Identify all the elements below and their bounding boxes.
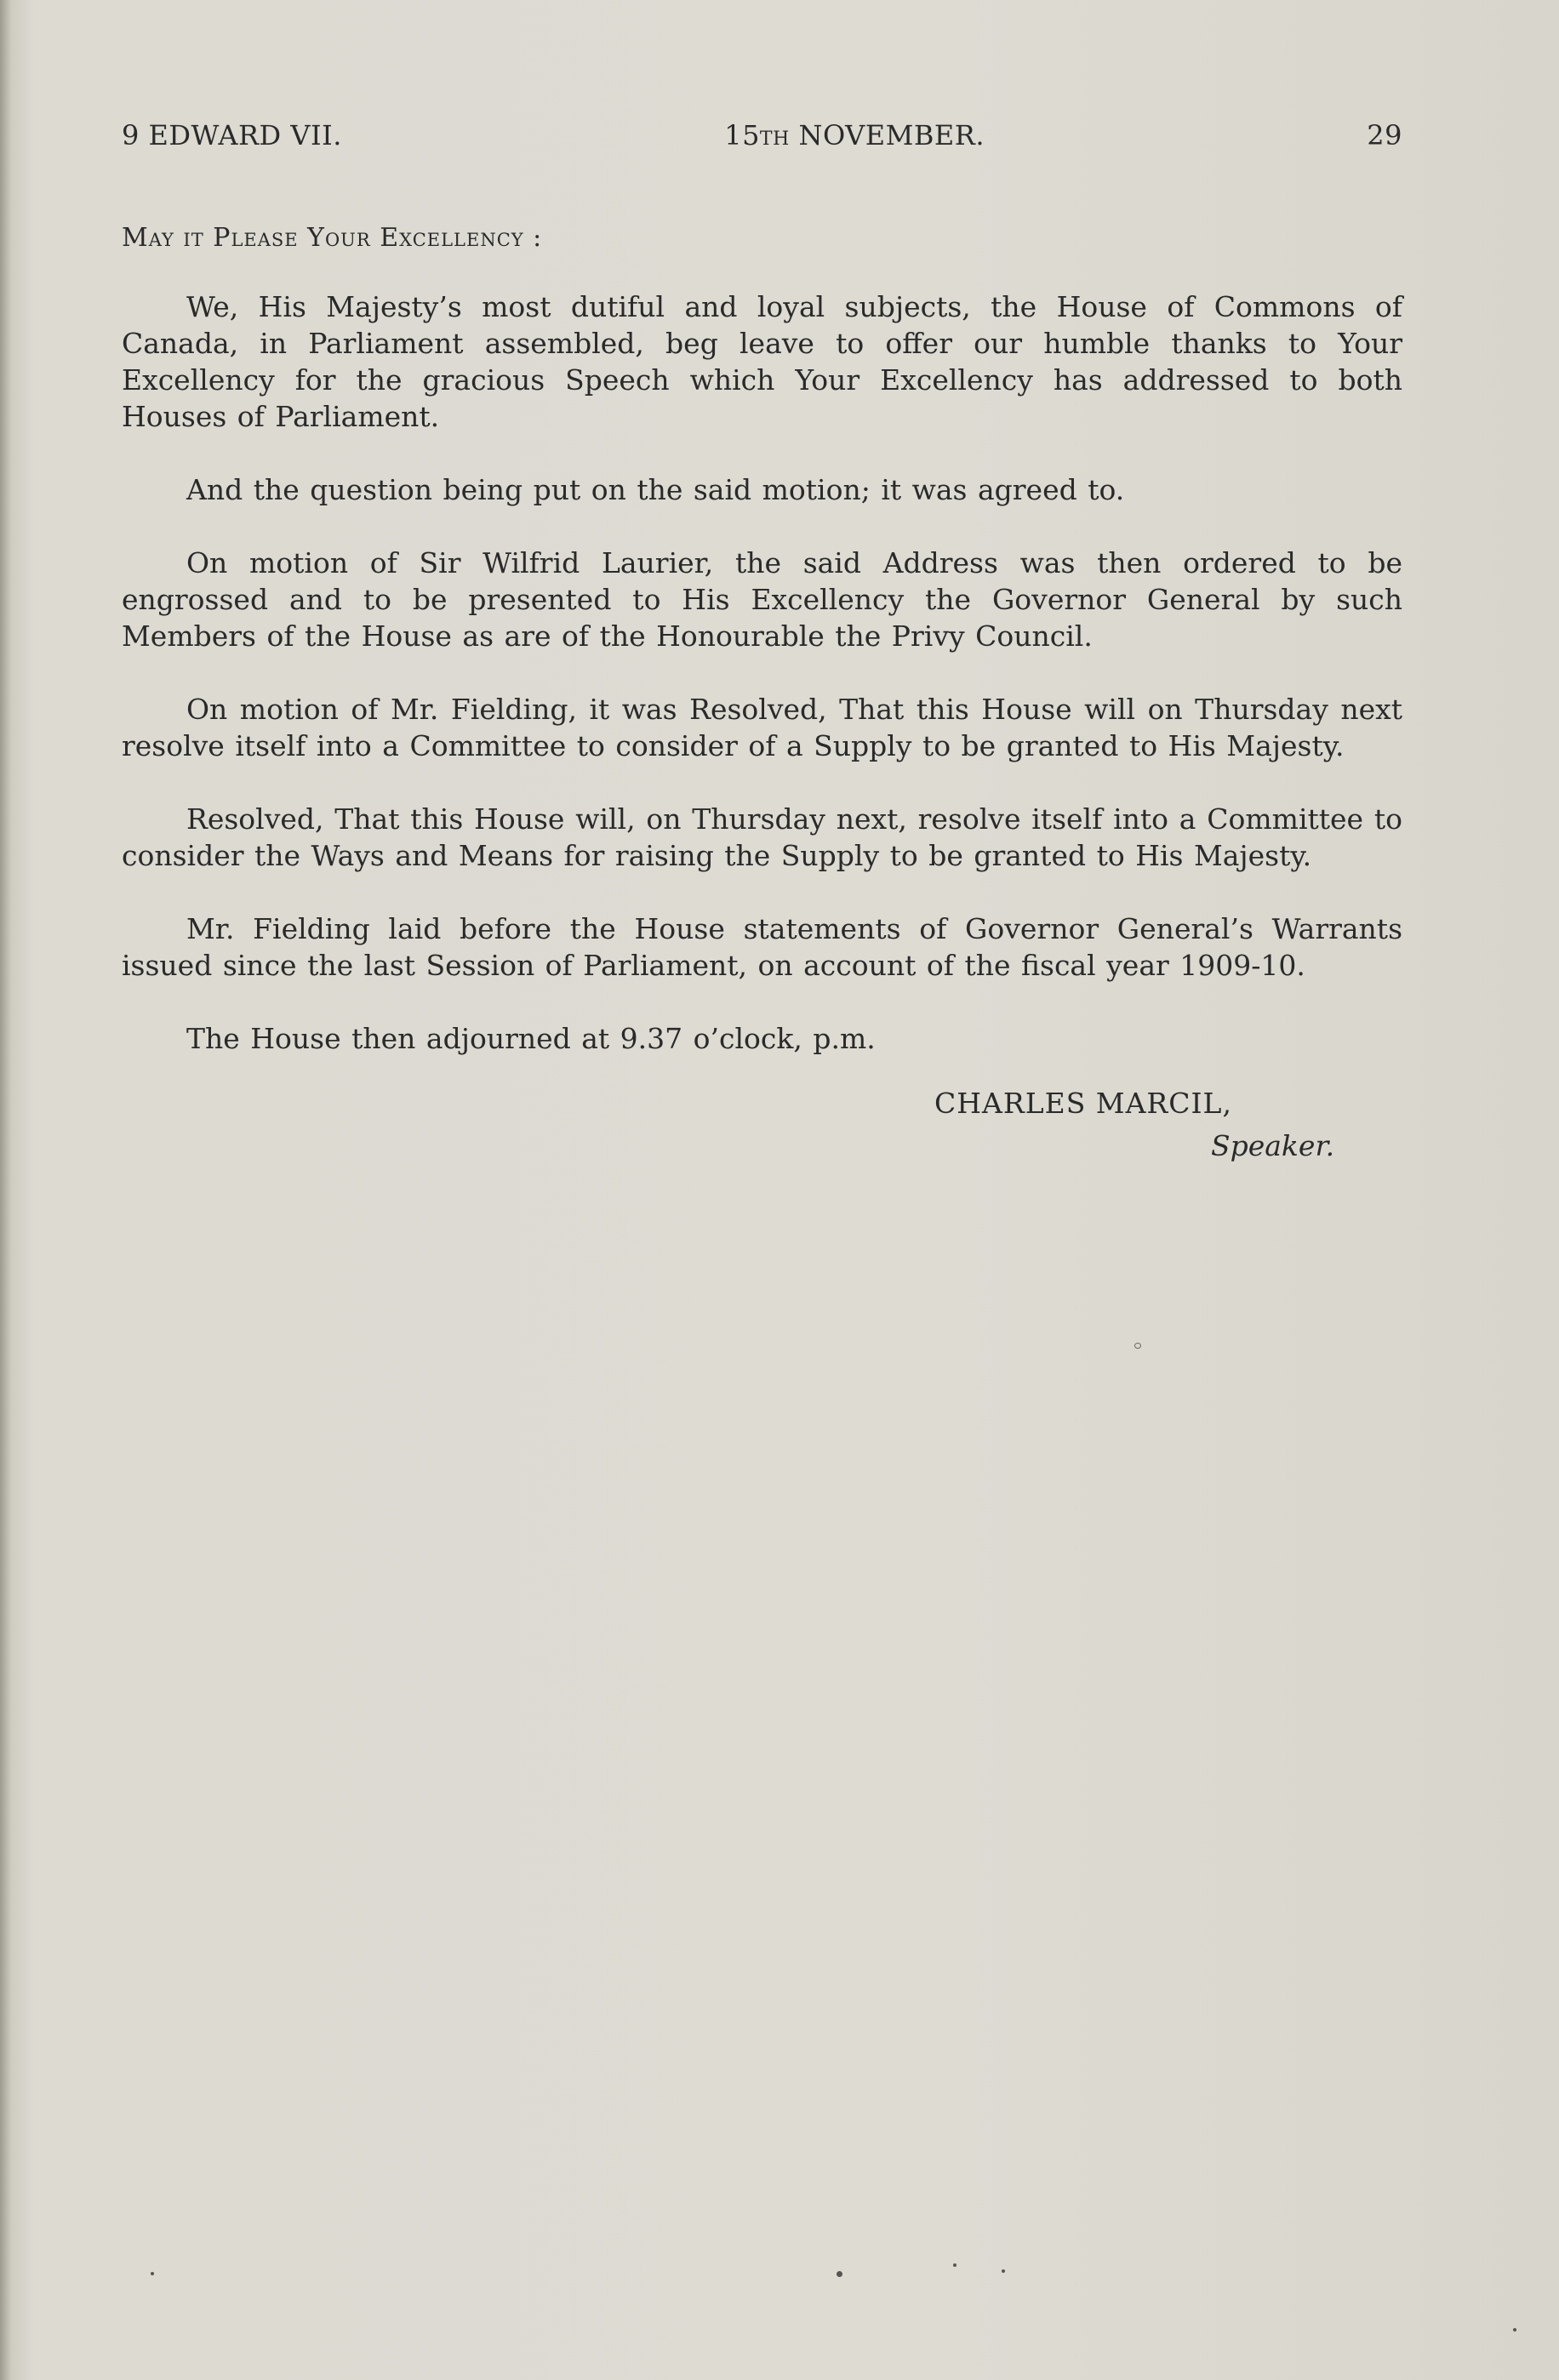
page-number: 29 <box>1367 119 1402 151</box>
signatory-name: CHARLES MARCIL, <box>934 1087 1232 1120</box>
paper-speck <box>151 2272 154 2275</box>
paper-speck <box>1002 2269 1005 2273</box>
paragraph-ways-and-means: Resolved, That this House will, on Thursday next, resolve itself into a Committee to consider the Ways and Means for raising the Supply to be granted to His Majesty. <box>122 802 1402 872</box>
paper-speck <box>1513 2328 1516 2331</box>
paragraph-address-engrossed: On motion of Sir Wilfrid Laurier, the said Address was then ordered to be engrossed and to be presented to His Excellency the Governor General by such Members of the House as are of the Honourable the Privy Council. <box>122 546 1402 653</box>
signature-block <box>122 1087 1402 1172</box>
paper-speck <box>837 2271 842 2277</box>
running-header <box>122 119 1402 170</box>
paragraph-address: We, His Majesty’s most dutiful and loyal subjects, the House of Commons of Canada, in Parliament assembled, beg leave to offer our humble thanks to Your Excellency for the gracious Speech which Your Excellency has addressed to both Houses of Parliament. <box>122 290 1402 433</box>
paragraph-adjournment: The House then adjourned at 9.37 o’clock, p.m. <box>186 1022 876 1055</box>
header-day: 15 <box>724 119 760 151</box>
paper-speck <box>1134 1343 1141 1349</box>
header-day-suffix: TH <box>759 128 790 150</box>
page-spine-shadow <box>0 0 10 2380</box>
paper-speck <box>953 2263 957 2267</box>
header-date <box>724 119 985 151</box>
paragraph-supply-committee: On motion of Mr. Fielding, it was Resolved, That this House will on Thursday next resolve itself into a Committee to consider of a Supply to be granted to His Majesty. <box>122 693 1402 762</box>
document-body <box>122 119 1402 1172</box>
signatory-title: Speaker. <box>1211 1129 1335 1162</box>
paragraph-warrants: Mr. Fielding laid before the House statements of Governor General’s Warrants issued since the last Session of Parliament, on account of the fiscal year 1909-10. <box>122 912 1402 982</box>
paragraph-question-agreed: And the question being put on the said motion; it was agreed to. <box>186 473 1125 506</box>
header-regnal-year: 9 EDWARD VII. <box>122 119 342 151</box>
salutation: May it Please Your Excellency : <box>122 223 543 253</box>
header-month: NOVEMBER. <box>798 119 985 151</box>
